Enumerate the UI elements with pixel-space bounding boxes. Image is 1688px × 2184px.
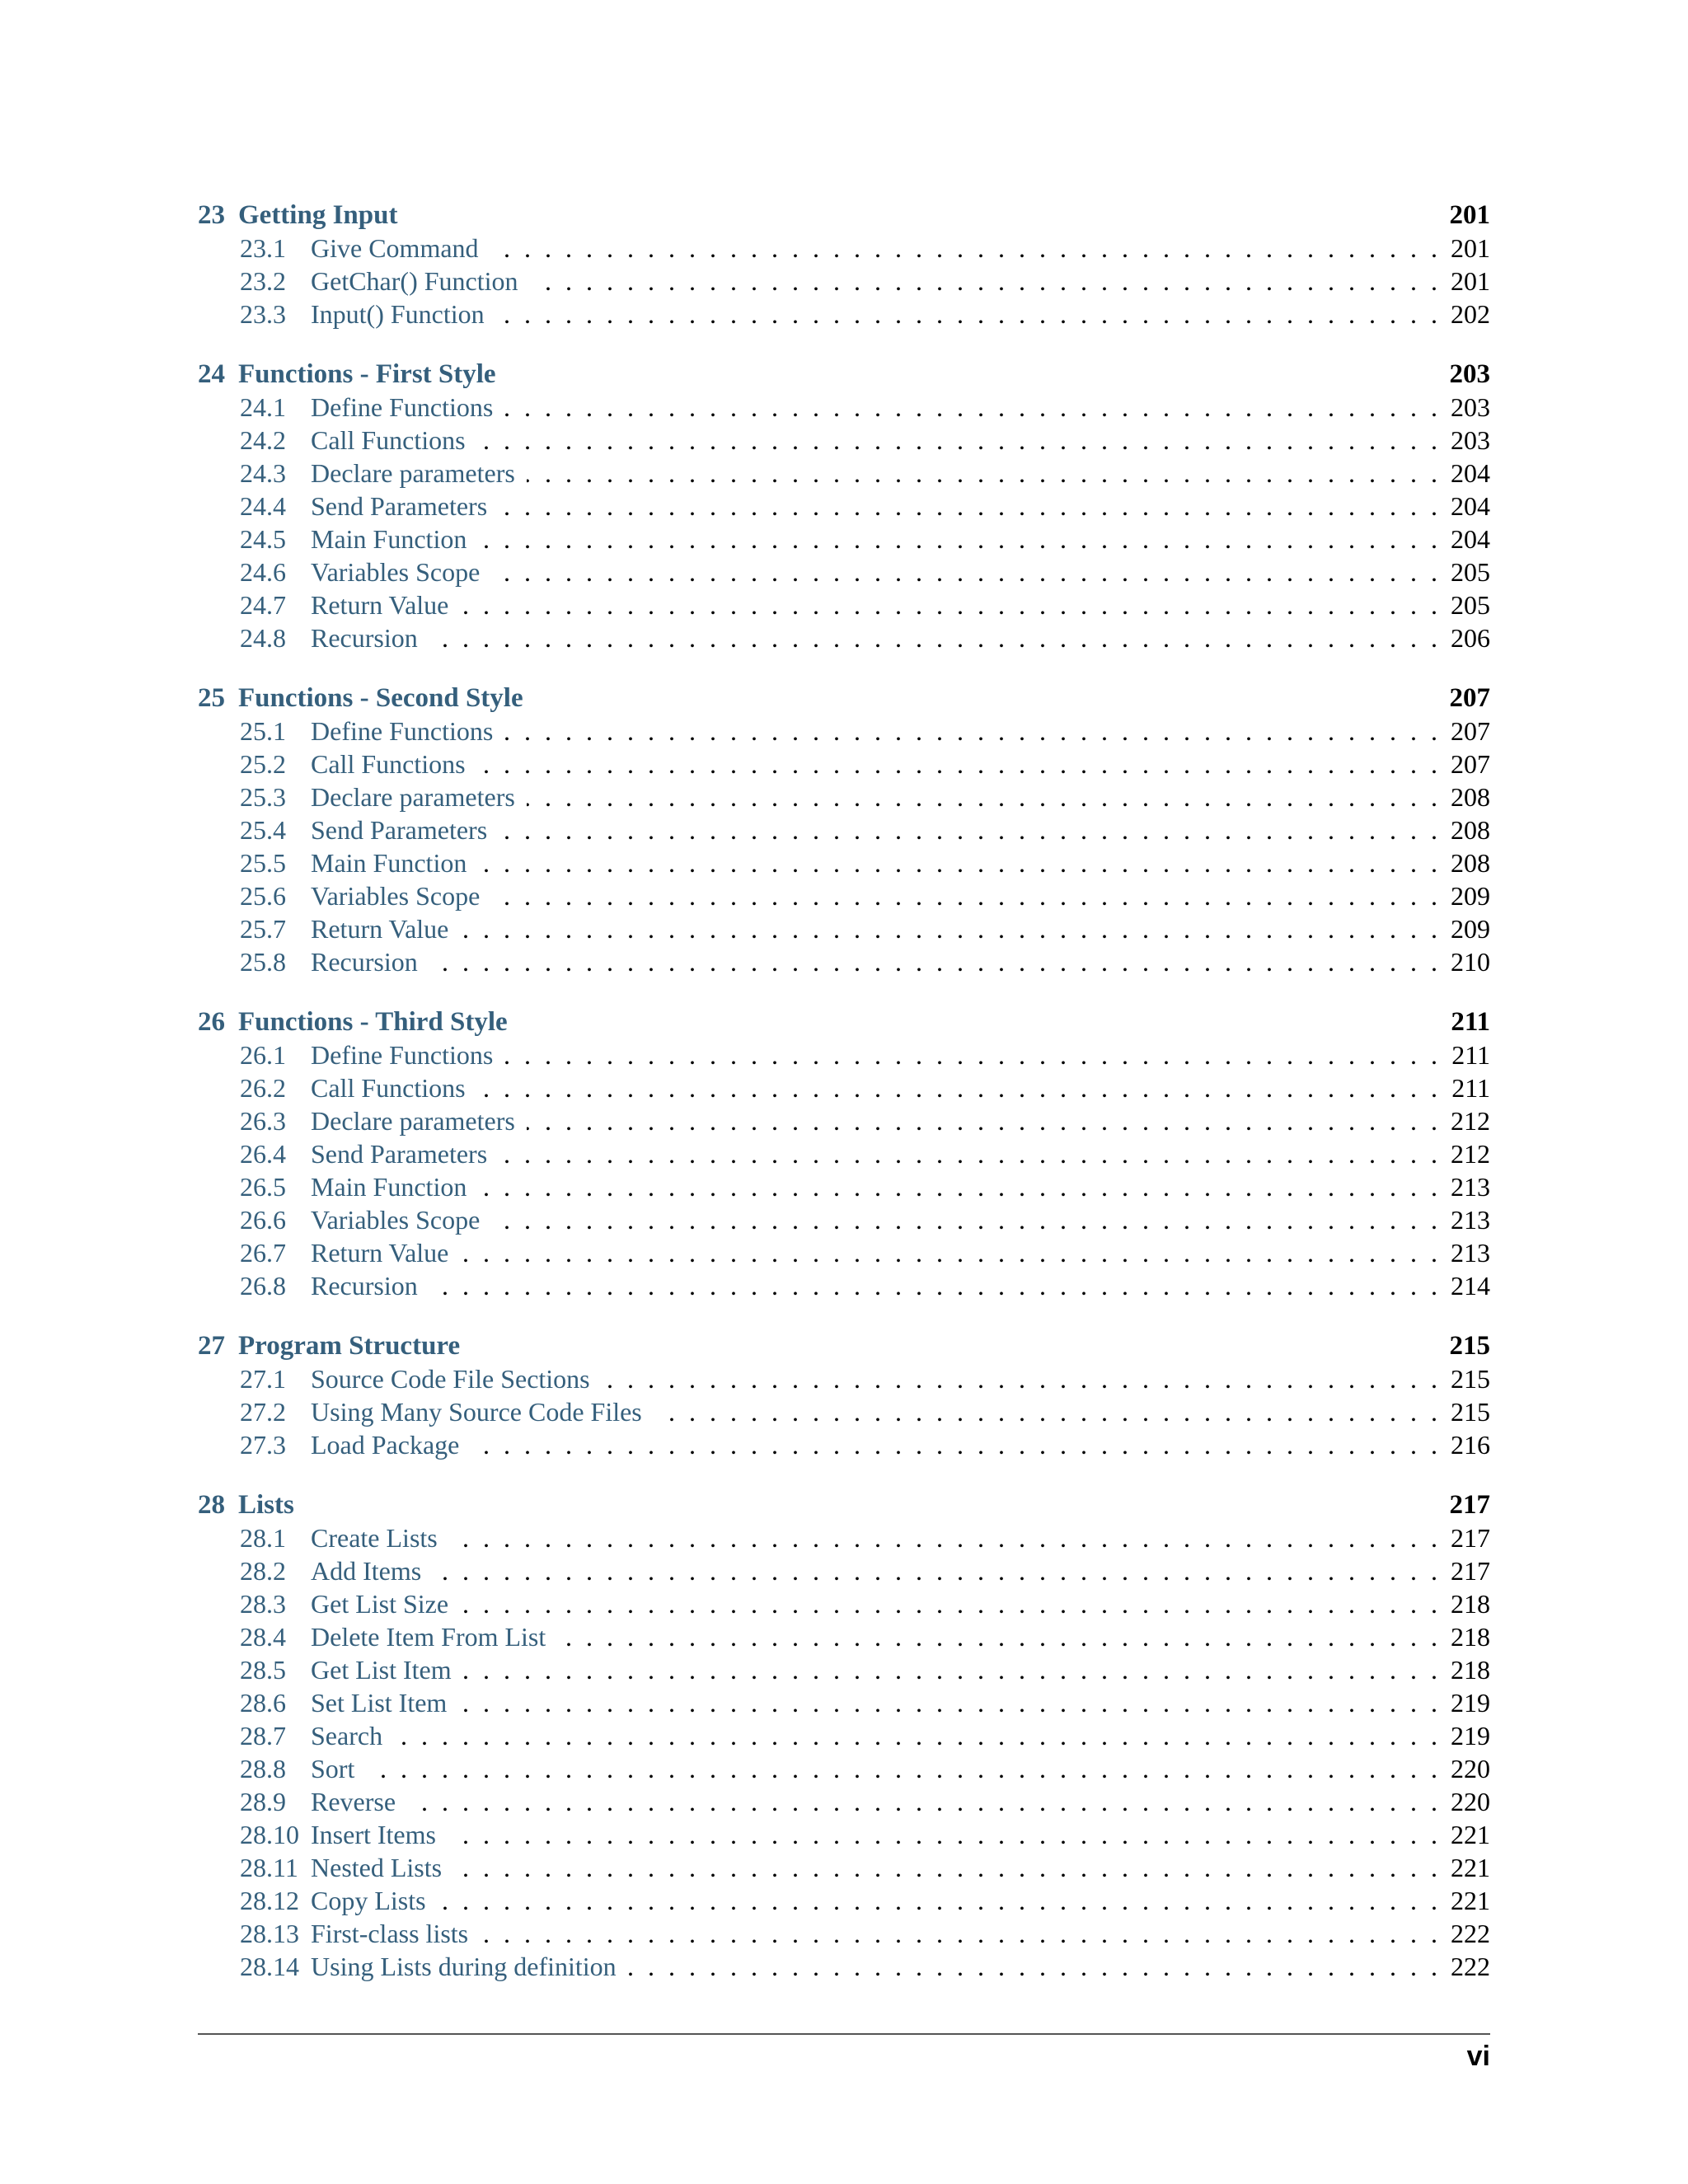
section-number[interactable]: 28.10	[240, 1820, 299, 1849]
section-number[interactable]: 28.9	[240, 1787, 286, 1816]
toc-chapter-entry[interactable]	[198, 358, 1490, 391]
section-title-link[interactable]: Recursion	[311, 1271, 418, 1301]
chapter-number[interactable]: 26	[198, 1007, 225, 1037]
chapter-number[interactable]: 23	[198, 200, 225, 230]
toc-section-entry[interactable]	[198, 1686, 1490, 1719]
dot-leader	[490, 232, 1437, 265]
section-number[interactable]: 25.2	[240, 749, 286, 779]
toc-section-entry[interactable]	[198, 1587, 1490, 1620]
section-page-number: 217	[1451, 1556, 1490, 1586]
dot-leader	[504, 391, 1437, 424]
section-title-link[interactable]: Insert Items	[311, 1820, 436, 1849]
toc-section-entry[interactable]	[198, 1428, 1490, 1461]
dot-leader	[499, 813, 1437, 846]
section-number[interactable]: 25.6	[240, 881, 286, 911]
dot-leader	[478, 1170, 1437, 1203]
dot-leader	[527, 457, 1437, 490]
dot-leader	[478, 523, 1437, 555]
section-page-number: 213	[1451, 1172, 1490, 1202]
section-page-number: 204	[1451, 491, 1490, 521]
section-title-link[interactable]: Return Value	[311, 590, 449, 620]
section-page-number: 213	[1451, 1205, 1490, 1235]
section-title-link[interactable]: First-class lists	[311, 1919, 469, 1948]
section-number[interactable]: 25.7	[240, 914, 286, 944]
toc-section-entry[interactable]	[198, 1884, 1490, 1917]
section-number[interactable]: 23.1	[240, 233, 286, 263]
section-title-link[interactable]: Create Lists	[311, 1523, 438, 1553]
section-page-number: 221	[1451, 1820, 1490, 1849]
chapter-page-number: 215	[1449, 1331, 1490, 1361]
toc-section-entry[interactable]	[198, 1851, 1490, 1884]
dot-leader	[460, 1236, 1437, 1269]
dot-leader	[496, 298, 1437, 330]
dot-leader	[449, 1521, 1437, 1554]
chapter-number[interactable]: 24	[198, 359, 225, 389]
chapter-title-link[interactable]: Lists	[238, 1490, 294, 1520]
toc-section-entry[interactable]	[198, 1719, 1490, 1752]
toc-section-entry[interactable]	[198, 912, 1490, 945]
toc-section-entry[interactable]	[198, 1104, 1490, 1137]
section-page-number: 202	[1451, 299, 1490, 329]
toc-section-entry[interactable]	[198, 1521, 1490, 1554]
section-page-number: 203	[1451, 425, 1490, 455]
section-page-number: 214	[1451, 1271, 1490, 1301]
toc-section-entry[interactable]	[198, 780, 1490, 813]
toc-section-entry[interactable]	[198, 1170, 1490, 1203]
section-title-link[interactable]: Get List Item	[311, 1655, 452, 1685]
section-page-number: 207	[1451, 749, 1490, 779]
chapter-page-number: 207	[1449, 683, 1490, 713]
section-number[interactable]: 28.5	[240, 1655, 286, 1685]
section-page-number: 215	[1451, 1364, 1490, 1394]
section-page-number: 204	[1451, 458, 1490, 488]
section-page-number: 216	[1451, 1430, 1490, 1460]
toc-section-entry[interactable]	[198, 391, 1490, 424]
dot-leader	[463, 1653, 1437, 1686]
section-page-number: 218	[1451, 1655, 1490, 1685]
toc-section-entry[interactable]	[198, 1395, 1490, 1428]
section-number[interactable]: 24.1	[240, 392, 286, 422]
section-number[interactable]: 26.2	[240, 1073, 286, 1103]
section-page-number: 209	[1451, 914, 1490, 944]
section-page-number: 219	[1451, 1688, 1490, 1718]
section-title-link[interactable]: Set List Item	[311, 1688, 448, 1718]
section-page-number: 209	[1451, 881, 1490, 911]
toc-section-entry[interactable]	[198, 424, 1490, 457]
toc-section-entry[interactable]	[198, 1917, 1490, 1950]
section-title-link[interactable]: Send Parameters	[311, 815, 488, 845]
section-title-link[interactable]: Get List Size	[311, 1589, 449, 1619]
dot-leader	[433, 1554, 1437, 1587]
section-title-link[interactable]: Recursion	[311, 947, 418, 977]
chapter-number[interactable]: 28	[198, 1490, 225, 1520]
section-title-link[interactable]: Using Lists during definition	[311, 1952, 617, 1981]
toc-section-entry[interactable]	[198, 1203, 1490, 1236]
section-number[interactable]: 26.4	[240, 1139, 286, 1169]
dot-leader	[448, 1818, 1437, 1851]
toc-chapter	[198, 199, 1490, 330]
section-number[interactable]: 25.3	[240, 782, 286, 812]
toc-section-entry[interactable]	[198, 523, 1490, 555]
section-number[interactable]: 28.3	[240, 1589, 286, 1619]
dot-leader	[480, 1917, 1437, 1950]
section-number[interactable]: 26.3	[240, 1106, 286, 1136]
section-number[interactable]: 26.6	[240, 1205, 286, 1235]
section-title-link[interactable]: Copy Lists	[311, 1886, 426, 1915]
toc-chapter-entry[interactable]	[198, 1329, 1490, 1362]
section-number[interactable]: 25.1	[240, 716, 286, 746]
toc-section-entry[interactable]	[198, 1038, 1490, 1071]
section-number[interactable]: 28.12	[240, 1886, 299, 1915]
dot-leader	[477, 424, 1437, 457]
section-page-number: 212	[1451, 1106, 1490, 1136]
toc-section-entry[interactable]	[198, 1071, 1490, 1104]
section-title-link[interactable]: Variables Scope	[311, 1205, 481, 1235]
toc-section-entry[interactable]	[198, 1818, 1490, 1851]
section-number[interactable]: 24.8	[240, 623, 286, 653]
dot-leader	[499, 490, 1437, 523]
section-page-number: 204	[1451, 524, 1490, 554]
toc-section-entry[interactable]	[198, 265, 1490, 298]
toc-section-entry[interactable]	[198, 1950, 1490, 1983]
chapter-page-number: 201	[1449, 200, 1490, 230]
section-page-number: 201	[1451, 266, 1490, 296]
toc-chapter-entry[interactable]	[198, 1005, 1490, 1038]
section-number[interactable]: 26.8	[240, 1271, 286, 1301]
dot-leader	[478, 846, 1437, 879]
section-page-number: 221	[1451, 1886, 1490, 1915]
section-title-link[interactable]: Reverse	[311, 1787, 396, 1816]
section-page-number: 208	[1451, 815, 1490, 845]
section-page-number: 208	[1451, 848, 1490, 878]
section-title-link[interactable]: Main Function	[311, 848, 467, 878]
chapter-title-link[interactable]: Program Structure	[238, 1331, 461, 1361]
section-title-link[interactable]: Nested Lists	[311, 1853, 443, 1882]
section-number[interactable]: 28.14	[240, 1952, 299, 1981]
section-page-number: 210	[1451, 947, 1490, 977]
section-title-link[interactable]: Main Function	[311, 524, 467, 554]
section-number[interactable]: 27.2	[240, 1397, 286, 1427]
dot-leader	[491, 1203, 1437, 1236]
section-title-link[interactable]: Send Parameters	[311, 491, 488, 521]
section-number[interactable]: 25.8	[240, 947, 286, 977]
section-page-number: 219	[1451, 1721, 1490, 1750]
section-title-link[interactable]: Declare parameters	[311, 782, 515, 812]
toc-section-entry[interactable]	[198, 298, 1490, 330]
section-page-number: 206	[1451, 623, 1490, 653]
section-page-number: 213	[1451, 1238, 1490, 1268]
toc-chapter	[198, 358, 1490, 654]
chapter-title-link[interactable]: Functions - First Style	[238, 359, 496, 389]
toc-section-entry[interactable]	[198, 1620, 1490, 1653]
dot-leader	[458, 1686, 1437, 1719]
section-number[interactable]: 28.4	[240, 1622, 286, 1652]
section-number[interactable]: 28.1	[240, 1523, 286, 1553]
section-number[interactable]: 24.3	[240, 458, 286, 488]
section-title-link[interactable]: Send Parameters	[311, 1139, 488, 1169]
dot-leader	[557, 1620, 1437, 1653]
section-number[interactable]: 28.8	[240, 1754, 286, 1783]
section-page-number: 203	[1451, 392, 1490, 422]
section-number[interactable]: 28.13	[240, 1919, 299, 1948]
dot-leader	[491, 555, 1437, 588]
dot-leader	[602, 1362, 1437, 1395]
section-page-number: 212	[1451, 1139, 1490, 1169]
chapter-title-link[interactable]: Getting Input	[238, 200, 398, 230]
toc-section-entry[interactable]	[198, 1362, 1490, 1395]
section-page-number: 205	[1451, 557, 1490, 587]
toc-section-entry[interactable]	[198, 555, 1490, 588]
toc-section-entry[interactable]	[198, 1137, 1490, 1170]
section-page-number: 218	[1451, 1622, 1490, 1652]
dot-leader	[491, 879, 1437, 912]
dot-leader	[460, 912, 1437, 945]
toc-section-entry[interactable]	[198, 1752, 1490, 1785]
section-number[interactable]: 25.5	[240, 848, 286, 878]
dot-leader	[460, 588, 1437, 621]
section-number[interactable]: 23.2	[240, 266, 286, 296]
dot-leader	[460, 1587, 1437, 1620]
dot-leader	[453, 1851, 1437, 1884]
chapter-title-link[interactable]: Functions - Second Style	[238, 683, 523, 713]
section-title-link[interactable]: Define Functions	[311, 392, 494, 422]
dot-leader	[429, 945, 1437, 978]
toc-chapter	[198, 682, 1490, 978]
section-title-link[interactable]: Recursion	[311, 623, 418, 653]
chapter-page-number: 217	[1449, 1490, 1490, 1520]
section-title-link[interactable]: Delete Item From List	[311, 1622, 546, 1652]
section-page-number: 211	[1451, 1073, 1490, 1103]
section-title-link[interactable]: Define Functions	[311, 716, 494, 746]
toc-chapter-entry[interactable]	[198, 199, 1490, 232]
dot-leader	[407, 1785, 1437, 1818]
table-of-contents	[198, 199, 1490, 2010]
section-number[interactable]: 28.2	[240, 1556, 286, 1586]
section-title-link[interactable]: Input() Function	[311, 299, 485, 329]
chapter-title-link[interactable]: Functions - Third Style	[238, 1007, 508, 1037]
section-title-link[interactable]: Call Functions	[311, 1073, 466, 1103]
section-title-link[interactable]: Call Functions	[311, 425, 466, 455]
toc-section-entry[interactable]	[198, 879, 1490, 912]
section-title-link[interactable]: Variables Scope	[311, 881, 481, 911]
chapter-page-number: 203	[1449, 359, 1490, 389]
section-title-link[interactable]: Return Value	[311, 914, 449, 944]
dot-leader	[366, 1752, 1437, 1785]
toc-chapter	[198, 1488, 1490, 1983]
toc-section-entry[interactable]	[198, 621, 1490, 654]
section-number[interactable]: 24.5	[240, 524, 286, 554]
section-page-number: 201	[1451, 233, 1490, 263]
toc-section-entry[interactable]	[198, 813, 1490, 846]
dot-leader	[499, 1137, 1437, 1170]
chapter-number[interactable]: 25	[198, 683, 225, 713]
section-number[interactable]: 24.7	[240, 590, 286, 620]
toc-chapter	[198, 1329, 1490, 1461]
dot-leader	[527, 780, 1437, 813]
dot-leader	[530, 265, 1438, 298]
dot-leader	[394, 1719, 1437, 1752]
chapter-page-number: 211	[1451, 1007, 1490, 1037]
chapter-number[interactable]: 27	[198, 1331, 225, 1361]
section-page-number: 211	[1451, 1040, 1490, 1070]
section-title-link[interactable]: Main Function	[311, 1172, 467, 1202]
dot-leader	[628, 1950, 1437, 1983]
section-number[interactable]: 28.11	[240, 1853, 298, 1882]
section-page-number: 217	[1451, 1523, 1490, 1553]
section-page-number: 220	[1451, 1787, 1490, 1816]
section-title-link[interactable]: Sort	[311, 1754, 355, 1783]
section-page-number: 215	[1451, 1397, 1490, 1427]
section-page-number: 207	[1451, 716, 1490, 746]
section-number[interactable]: 27.1	[240, 1364, 286, 1394]
section-title-link[interactable]: Search	[311, 1721, 383, 1750]
section-number[interactable]: 25.4	[240, 815, 286, 845]
section-number[interactable]: 28.6	[240, 1688, 286, 1718]
section-number[interactable]: 27.3	[240, 1430, 286, 1460]
toc-section-entry[interactable]	[198, 457, 1490, 490]
section-page-number: 218	[1451, 1589, 1490, 1619]
toc-section-entry[interactable]	[198, 490, 1490, 523]
page-number: vi	[1466, 2041, 1490, 2072]
section-title-link[interactable]: Load Package	[311, 1430, 460, 1460]
section-number[interactable]: 24.6	[240, 557, 286, 587]
toc-section-entry[interactable]	[198, 748, 1490, 780]
section-title-link[interactable]: GetChar() Function	[311, 266, 518, 296]
section-page-number: 208	[1451, 782, 1490, 812]
dot-leader	[471, 1428, 1437, 1461]
section-number[interactable]: 26.1	[240, 1040, 286, 1070]
toc-section-entry[interactable]	[198, 1653, 1490, 1686]
section-number[interactable]: 28.7	[240, 1721, 286, 1750]
toc-chapter	[198, 1005, 1490, 1302]
section-number[interactable]: 24.2	[240, 425, 286, 455]
section-title-link[interactable]: Define Functions	[311, 1040, 494, 1070]
section-page-number: 205	[1451, 590, 1490, 620]
section-page-number: 221	[1451, 1853, 1490, 1882]
section-title-link[interactable]: Give Command	[311, 233, 479, 263]
section-page-number: 222	[1451, 1919, 1490, 1948]
section-title-link[interactable]: Using Many Source Code Files	[311, 1397, 642, 1427]
dot-leader	[438, 1884, 1437, 1917]
section-title-link[interactable]: Source Code File Sections	[311, 1364, 590, 1394]
dot-leader	[429, 621, 1437, 654]
section-number[interactable]: 26.5	[240, 1172, 286, 1202]
section-number[interactable]: 26.7	[240, 1238, 286, 1268]
section-title-link[interactable]: Declare parameters	[311, 458, 515, 488]
section-page-number: 220	[1451, 1754, 1490, 1783]
dot-leader	[429, 1269, 1437, 1302]
section-title-link[interactable]: Variables Scope	[311, 557, 481, 587]
section-title-link[interactable]: Return Value	[311, 1238, 449, 1268]
dot-leader	[477, 1071, 1437, 1104]
toc-section-entry[interactable]	[198, 1236, 1490, 1269]
dot-leader	[504, 715, 1437, 748]
dot-leader	[654, 1395, 1437, 1428]
toc-section-entry[interactable]	[198, 1785, 1490, 1818]
toc-section-entry[interactable]	[198, 945, 1490, 978]
dot-leader	[527, 1104, 1437, 1137]
dot-leader	[477, 748, 1437, 780]
section-number[interactable]: 24.4	[240, 491, 286, 521]
footer-divider	[198, 2033, 1490, 2035]
toc-section-entry[interactable]	[198, 1554, 1490, 1587]
section-title-link[interactable]: Declare parameters	[311, 1106, 515, 1136]
toc-section-entry[interactable]	[198, 715, 1490, 748]
toc-section-entry[interactable]	[198, 232, 1490, 265]
toc-section-entry[interactable]	[198, 1269, 1490, 1302]
toc-section-entry[interactable]	[198, 846, 1490, 879]
toc-chapter-entry[interactable]	[198, 682, 1490, 715]
toc-section-entry[interactable]	[198, 588, 1490, 621]
section-page-number: 222	[1451, 1952, 1490, 1981]
section-title-link[interactable]: Call Functions	[311, 749, 466, 779]
toc-chapter-entry[interactable]	[198, 1488, 1490, 1521]
section-title-link[interactable]: Add Items	[311, 1556, 422, 1586]
dot-leader	[504, 1038, 1437, 1071]
section-number[interactable]: 23.3	[240, 299, 286, 329]
